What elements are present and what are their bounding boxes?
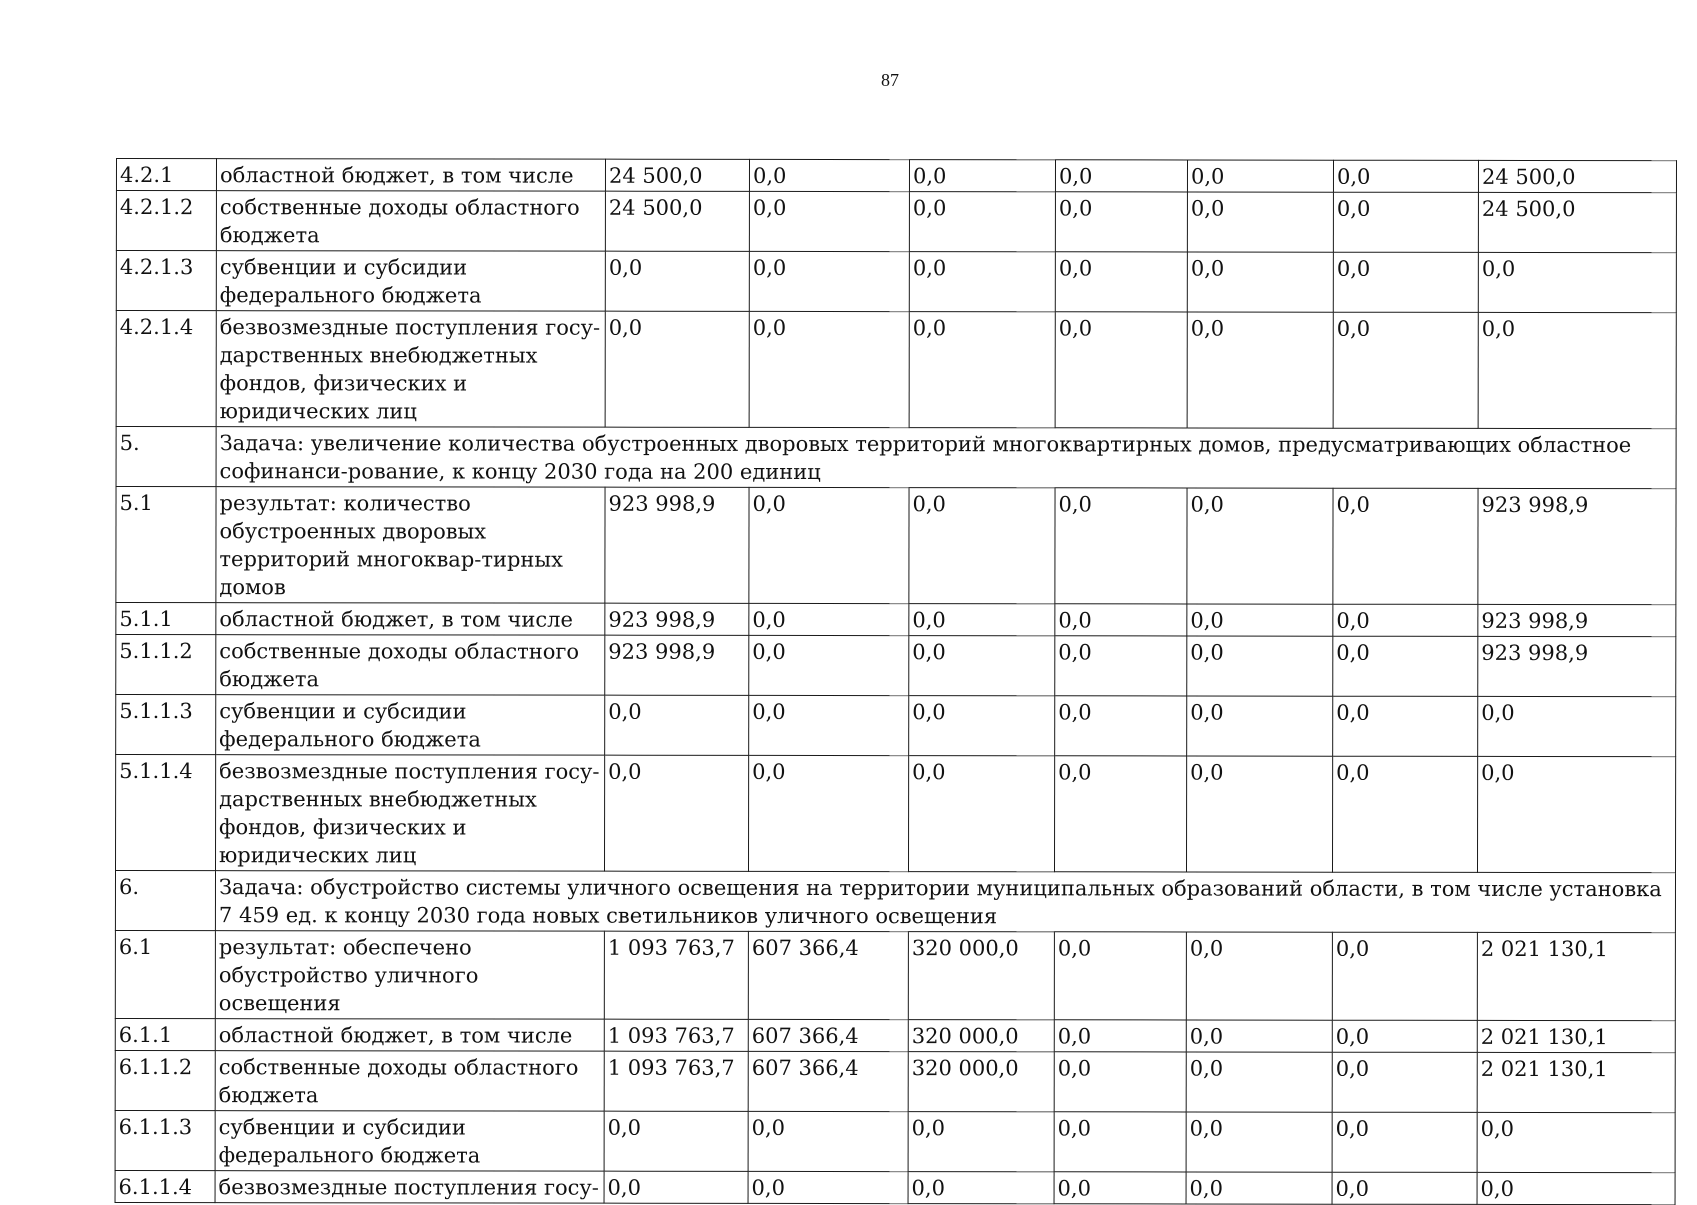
value-cell: 0,0: [749, 635, 909, 695]
table-row: [115, 930, 1675, 1020]
value-cell: 0,0: [1332, 932, 1477, 1020]
value-cell: 0,0: [1478, 696, 1676, 756]
value-cell: 0,0: [1333, 192, 1478, 252]
row-name: субвенции и субсидии федерального бюджета: [216, 695, 605, 756]
value-cell: 24 500,0: [1478, 192, 1676, 252]
value-cell: 0,0: [1477, 1112, 1675, 1172]
value-cell: 0,0: [1055, 756, 1187, 872]
value-cell: 0,0: [1187, 252, 1333, 312]
row-name: собственные доходы областного бюджета: [216, 191, 605, 252]
value-cell: 0,0: [1187, 636, 1333, 696]
value-cell: 0,0: [1333, 756, 1478, 872]
budget-table-body: [115, 159, 1676, 1205]
value-cell: 923 998,9: [605, 487, 749, 603]
value-cell: 0,0: [1055, 252, 1187, 312]
value-cell: 0,0: [1477, 1172, 1675, 1204]
row-code: 6.: [115, 871, 215, 931]
row-name: областной бюджет, в том числе: [216, 603, 605, 636]
value-cell: 923 998,9: [605, 635, 749, 695]
value-cell: 0,0: [1054, 1112, 1186, 1172]
table-row: [116, 695, 1676, 757]
row-code: 4.2.1: [116, 159, 216, 191]
row-name: областной бюджет, в том числе: [215, 1019, 604, 1052]
value-cell: 0,0: [908, 1172, 1054, 1204]
value-cell: 1 093 763,7: [604, 1019, 748, 1051]
value-cell: 320 000,0: [908, 932, 1054, 1020]
row-code: 6.1.1.3: [115, 1110, 215, 1170]
value-cell: 0,0: [1333, 636, 1478, 696]
value-cell: 0,0: [749, 695, 909, 755]
value-cell: 0,0: [908, 1112, 1054, 1172]
value-cell: 923 998,9: [1478, 604, 1676, 636]
value-cell: 0,0: [1055, 192, 1187, 252]
value-cell: 0,0: [605, 311, 749, 427]
row-name: результат: обеспечено обустройство уличного освещения: [215, 931, 604, 1020]
value-cell: 0,0: [1055, 312, 1187, 428]
value-cell: 0,0: [1186, 1112, 1332, 1172]
value-cell: 0,0: [1187, 756, 1333, 872]
value-cell: 0,0: [1333, 604, 1478, 636]
value-cell: 0,0: [1333, 312, 1478, 428]
value-cell: 0,0: [1055, 160, 1187, 192]
row-name: субвенции и субсидии федерального бюджета: [216, 251, 605, 312]
value-cell: 0,0: [909, 696, 1055, 756]
value-cell: 0,0: [1187, 488, 1333, 604]
value-cell: 2 021 130,1: [1477, 1020, 1675, 1052]
table-row: [115, 1050, 1675, 1112]
value-cell: 0,0: [749, 251, 909, 311]
value-cell: 0,0: [909, 636, 1055, 696]
row-name: областной бюджет, в том числе: [216, 159, 605, 192]
value-cell: 0,0: [1186, 932, 1332, 1020]
value-cell: 0,0: [1054, 932, 1186, 1020]
value-cell: 0,0: [1055, 488, 1187, 604]
value-cell: 923 998,9: [605, 603, 749, 635]
value-cell: 0,0: [1186, 1020, 1332, 1052]
value-cell: 0,0: [749, 487, 909, 603]
value-cell: 0,0: [1333, 488, 1478, 604]
budget-table: [115, 158, 1677, 1205]
value-cell: 0,0: [748, 1171, 908, 1203]
value-cell: 0,0: [909, 756, 1055, 872]
value-cell: 0,0: [1332, 1052, 1477, 1112]
value-cell: 0,0: [1333, 696, 1478, 756]
row-name: результат: количество обустроенных дворовых территорий многоквар-тирных домов: [216, 487, 605, 604]
value-cell: 0,0: [1055, 604, 1187, 636]
table-row: [116, 159, 1676, 193]
value-cell: 0,0: [1054, 1052, 1186, 1112]
value-cell: 0,0: [749, 159, 909, 191]
row-code: 4.2.1.2: [116, 191, 216, 251]
value-cell: 0,0: [748, 1111, 908, 1171]
value-cell: 0,0: [909, 488, 1055, 604]
value-cell: 0,0: [1187, 192, 1333, 252]
table-row: [116, 311, 1676, 429]
table-row: [116, 755, 1676, 873]
value-cell: 0,0: [909, 192, 1055, 252]
value-cell: 1 093 763,7: [604, 1051, 748, 1111]
row-code: 6.1: [115, 930, 215, 1018]
task-description: Задача: обустройство системы уличного освещения на территории муниципальных образований области, в том числе установка 7 459 ед. к концу 2030 года новых светильников уличного освещения: [215, 871, 1675, 933]
row-code: 6.1.1.4: [115, 1170, 215, 1202]
value-cell: 0,0: [909, 160, 1055, 192]
table-row: [115, 1018, 1675, 1052]
value-cell: 0,0: [749, 603, 909, 635]
row-name: собственные доходы областного бюджета: [215, 1051, 604, 1112]
row-name: безвозмездные поступления госу-дарственных внебюджетных фондов, физических и юридических лиц: [216, 311, 605, 428]
value-cell: 0,0: [909, 252, 1055, 312]
value-cell: 0,0: [1055, 636, 1187, 696]
row-code: 5.1: [116, 487, 216, 603]
row-code: 6.1.1.2: [115, 1050, 215, 1110]
task-row: [116, 427, 1676, 489]
value-cell: 0,0: [1186, 1172, 1332, 1204]
value-cell: 1 093 763,7: [604, 931, 748, 1019]
value-cell: 0,0: [1478, 252, 1676, 312]
row-code: 4.2.1.4: [116, 311, 216, 427]
row-code: 4.2.1.3: [116, 251, 216, 311]
row-code: 5.1.1.4: [116, 755, 216, 871]
value-cell: 0,0: [1478, 312, 1676, 428]
value-cell: 0,0: [1055, 696, 1187, 756]
value-cell: 2 021 130,1: [1477, 932, 1675, 1020]
value-cell: 0,0: [1333, 252, 1478, 312]
table-row: [116, 603, 1676, 637]
value-cell: 0,0: [1333, 160, 1478, 192]
value-cell: 0,0: [605, 695, 749, 755]
value-cell: 0,0: [749, 191, 909, 251]
value-cell: 0,0: [1187, 312, 1333, 428]
row-code: 6.1.1: [115, 1018, 215, 1050]
row-code: 5.: [116, 427, 216, 487]
value-cell: 0,0: [749, 311, 909, 427]
page-number: 87: [881, 70, 899, 90]
value-cell: 24 500,0: [1478, 160, 1676, 192]
value-cell: 0,0: [1332, 1020, 1477, 1052]
value-cell: 24 500,0: [605, 159, 749, 191]
value-cell: 24 500,0: [605, 191, 749, 251]
task-row: [115, 871, 1675, 933]
value-cell: 923 998,9: [1478, 636, 1676, 696]
row-name: безвозмездные поступления госу-дарственных внебюджетных фондов, физических и юридических лиц: [216, 755, 605, 872]
value-cell: 0,0: [1478, 756, 1676, 872]
value-cell: 0,0: [1187, 604, 1333, 636]
value-cell: 923 998,9: [1478, 488, 1676, 604]
row-name: безвозмездные поступления госу-: [215, 1171, 604, 1204]
row-name: субвенции и субсидии федерального бюджета: [215, 1111, 604, 1172]
value-cell: 607 366,4: [748, 1051, 908, 1111]
value-cell: 0,0: [1332, 1172, 1477, 1204]
table-row: [116, 191, 1676, 253]
value-cell: 0,0: [1054, 1172, 1186, 1204]
value-cell: 607 366,4: [748, 931, 908, 1019]
value-cell: 0,0: [1187, 160, 1333, 192]
value-cell: 0,0: [909, 312, 1055, 428]
value-cell: 2 021 130,1: [1477, 1052, 1675, 1112]
value-cell: 0,0: [604, 1111, 748, 1171]
row-code: 5.1.1.2: [116, 635, 216, 695]
value-cell: 0,0: [1332, 1112, 1477, 1172]
row-code: 5.1.1.3: [116, 695, 216, 755]
table-row: [115, 1110, 1675, 1172]
value-cell: 0,0: [1186, 1052, 1332, 1112]
value-cell: 0,0: [1054, 1020, 1186, 1052]
value-cell: 0,0: [749, 755, 909, 871]
value-cell: 0,0: [909, 604, 1055, 636]
table-row: [116, 635, 1676, 697]
row-name: собственные доходы областного бюджета: [216, 635, 605, 696]
value-cell: 607 366,4: [748, 1019, 908, 1051]
value-cell: 320 000,0: [908, 1020, 1054, 1052]
table-row: [116, 251, 1676, 313]
value-cell: 0,0: [605, 251, 749, 311]
task-description: Задача: увеличение количества обустроенных дворовых территорий многоквартирных домов, предусматривающих областное софинанси-рование, к концу 2030 года на 200 единиц: [216, 427, 1676, 489]
value-cell: 0,0: [605, 755, 749, 871]
value-cell: 320 000,0: [908, 1052, 1054, 1112]
value-cell: 0,0: [604, 1171, 748, 1203]
table-row: [116, 487, 1676, 605]
value-cell: 0,0: [1187, 696, 1333, 756]
row-code: 5.1.1: [116, 603, 216, 635]
